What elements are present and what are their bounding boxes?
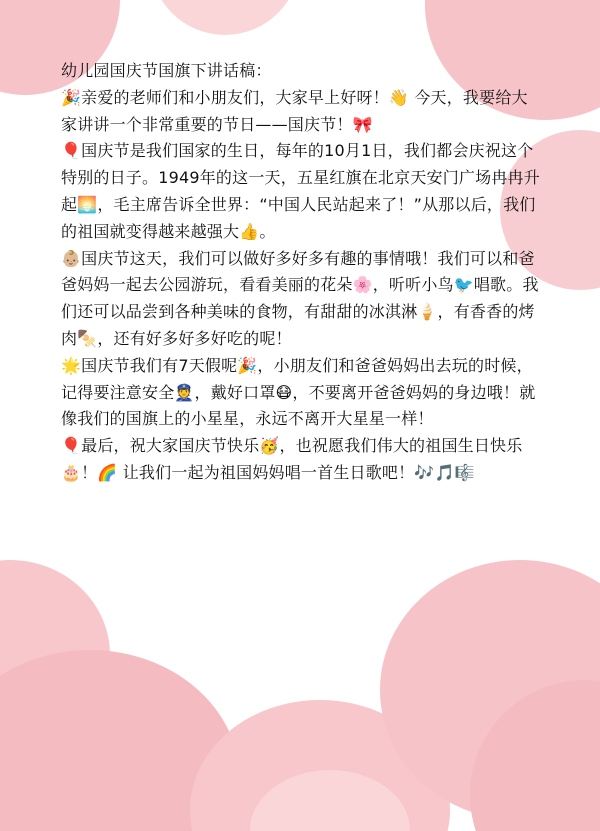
paragraph-closing: 🎈最后，祝大家国庆节快乐🥳，也祝愿我们伟大的祖国生日快乐🎂！🌈 让我们一起为祖国妈妈唱一首生日歌吧！🎶🎵🎼 <box>61 436 523 482</box>
paragraph-activities: 👶🏼国庆节这天，我们可以做好多好多有趣的事情哦！我们可以和爸爸妈妈一起去公园游玩，看看美丽的花朵🌸，听听小鸟🐦唱歌。我们还可以品尝到各种美味的食物，有甜甜的冰淇淋🍦，有香香的烤肉🍢，还有好多好多好吃的呢！ <box>61 248 539 348</box>
document-title: 幼儿园国庆节国旗下讲话稿： <box>61 61 272 80</box>
paragraph-safety: 🌟国庆节我们有7天假呢🎉，小朋友们和爸爸妈妈出去玩的时候，记得要注意安全👮，戴好口罩😷，不要离开爸爸妈妈的身边哦！就像我们的国旗上的小星星，永远不离开大星星一样！ <box>61 355 536 429</box>
paragraph-history: 🎈国庆节是我们国家的生日，每年的10月1日，我们都会庆祝这个特别的日子。1949年的这一天，五星红旗在北京天安门广场冉冉升起🌅，毛主席告诉全世界：“中国人民站起来了！”从那以后，我们的祖国就变得越来越强大👍。 <box>61 141 540 241</box>
speech-document <box>61 58 541 487</box>
pink-blob-decoration <box>150 0 300 35</box>
paragraph-greeting: 🎉亲爱的老师们和小朋友们，大家早上好呀！👋 今天，我要给大家讲讲一个非常重要的节日——国庆节！🎀 <box>61 87 528 134</box>
